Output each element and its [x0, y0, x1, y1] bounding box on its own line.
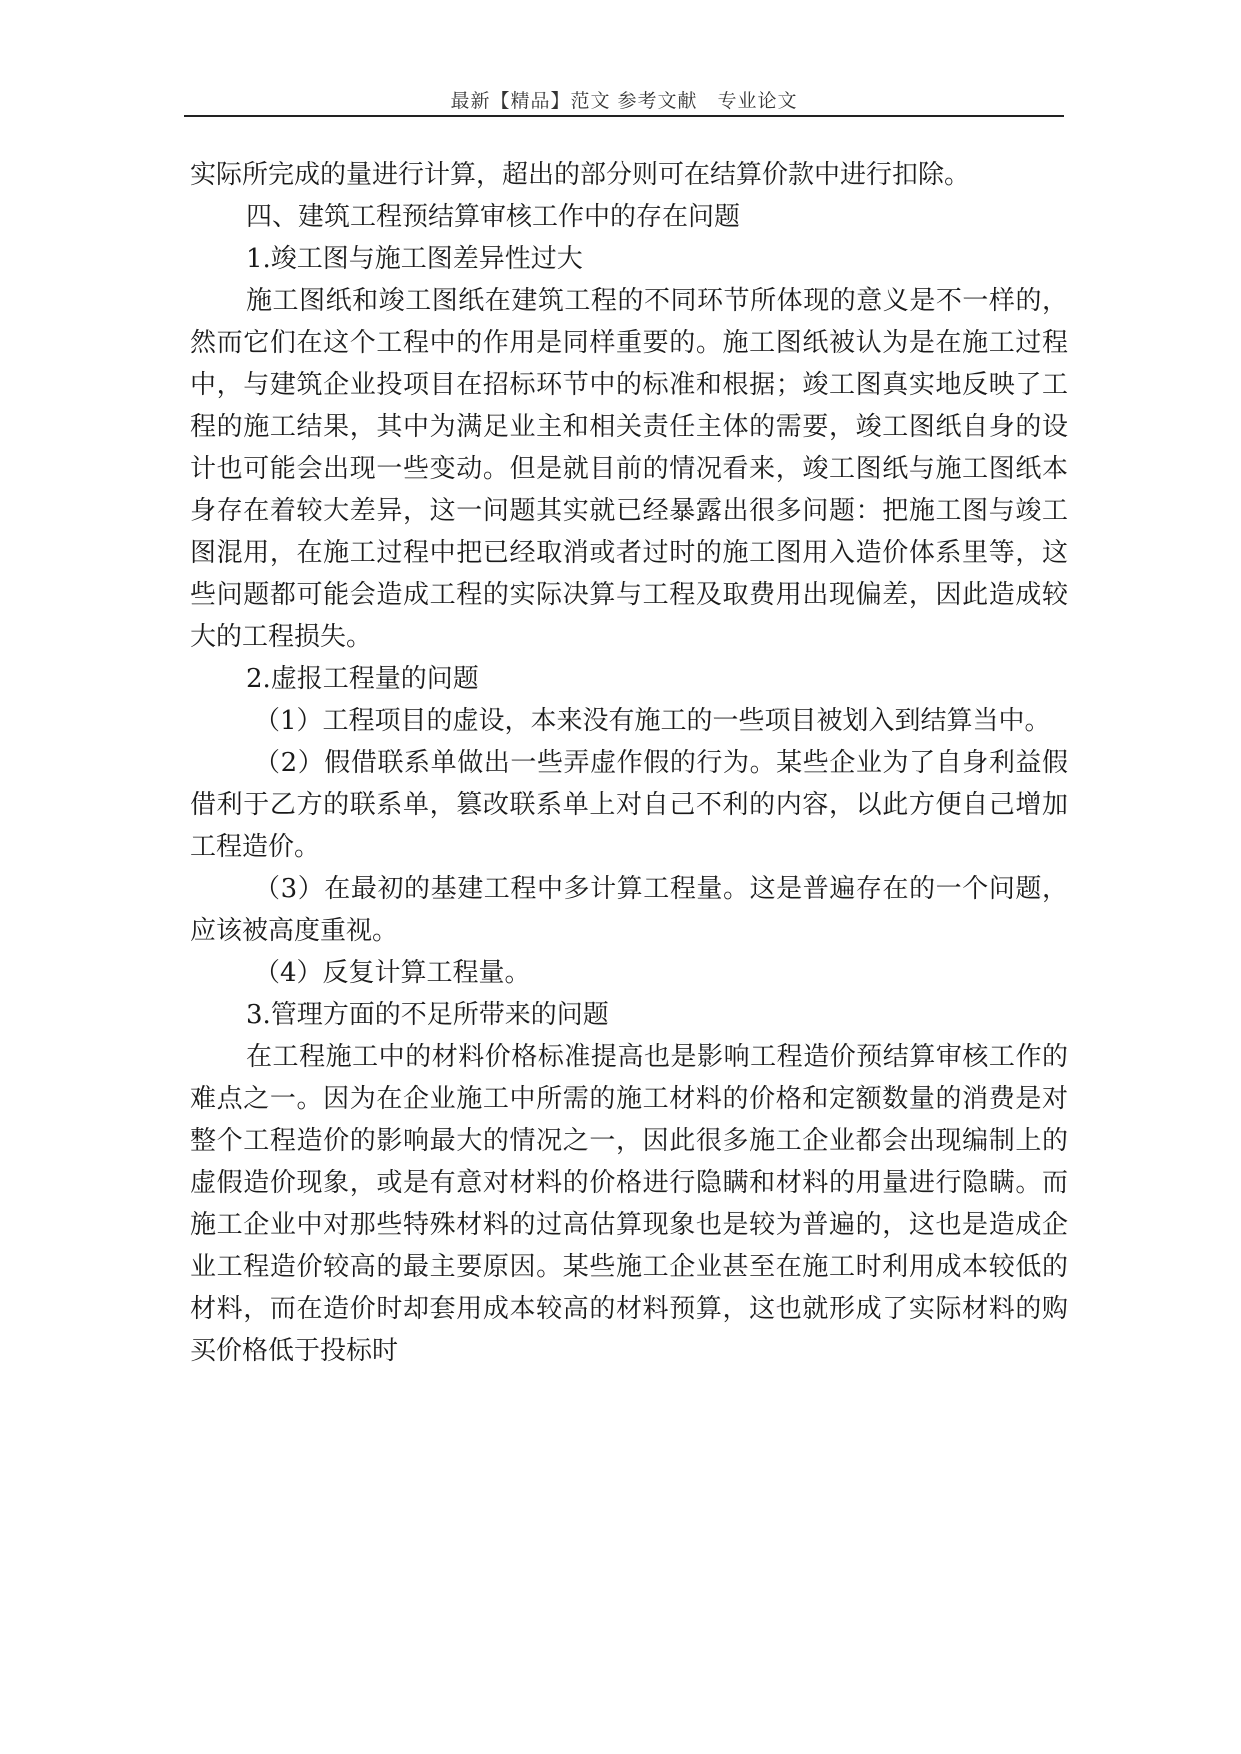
paragraph: 在工程施工中的材料价格标准提高也是影响工程造价预结算审核工作的难点之一。因为在企业施工中所需的施工材料的价格和定额数量的消费是对整个工程造价的影响最大的情况之一，因此很多施工企业都会出现编制上的虚假造价现象，或是有意对材料的价格进行隐瞒和材料的用量进行隐瞒。而施工企业中对那些特殊材料的过高估算现象也是较为普遍的，这也是造成企业工程造价较高的最主要原因。某些施工企业甚至在施工时利用成本较低的材料，而在造价时却套用成本较高的材料预算，这也就形成了实际材料的购买价格低于投标时	[190, 1042, 1068, 1366]
document-body	[190, 154, 1068, 1372]
subsection-heading: 1.竣工图与施工图差异性过大	[246, 244, 583, 274]
subsection-heading: 3.管理方面的不足所带来的问题	[246, 1000, 609, 1030]
section-heading: 四、建筑工程预结算审核工作中的存在问题	[246, 202, 741, 232]
page-header: 最新【精品】范文 参考文献 专业论文	[450, 90, 798, 112]
paragraph: 施工图纸和竣工图纸在建筑工程的不同环节所体现的意义是不一样的，然而它们在这个工程中的作用是同样重要的。施工图纸被认为是在施工过程中，与建筑企业投项目在招标环节中的标准和根据；竣工图真实地反映了工程的施工结果，其中为满足业主和相关责任主体的需要，竣工图纸自身的设计也可能会出现一些变动。但是就目前的情况看来，竣工图纸与施工图纸本身存在着较大差异，这一问题其实就已经暴露出很多问题：把施工图与竣工图混用，在施工过程中把已经取消或者过时的施工图用入造价体系里等，这些问题都可能会造成工程的实际决算与工程及取费用出现偏差，因此造成较大的工程损失。	[190, 286, 1068, 652]
list-item: （3）在最初的基建工程中多计算工程量。这是普遍存在的一个问题，应该被高度重视。	[190, 874, 1068, 946]
header-divider	[184, 115, 1064, 117]
list-item: （4）反复计算工程量。	[254, 958, 531, 988]
list-item: （1）工程项目的虚设，本来没有施工的一些项目被划入到结算当中。	[254, 706, 1051, 736]
list-item: （2）假借联系单做出一些弄虚作假的行为。某些企业为了自身利益假借利于乙方的联系单，篡改联系单上对自己不利的内容，以此方便自己增加工程造价。	[190, 748, 1068, 862]
subsection-heading: 2.虚报工程量的问题	[246, 664, 479, 694]
paragraph: 实际所完成的量进行计算，超出的部分则可在结算价款中进行扣除。	[190, 160, 971, 190]
